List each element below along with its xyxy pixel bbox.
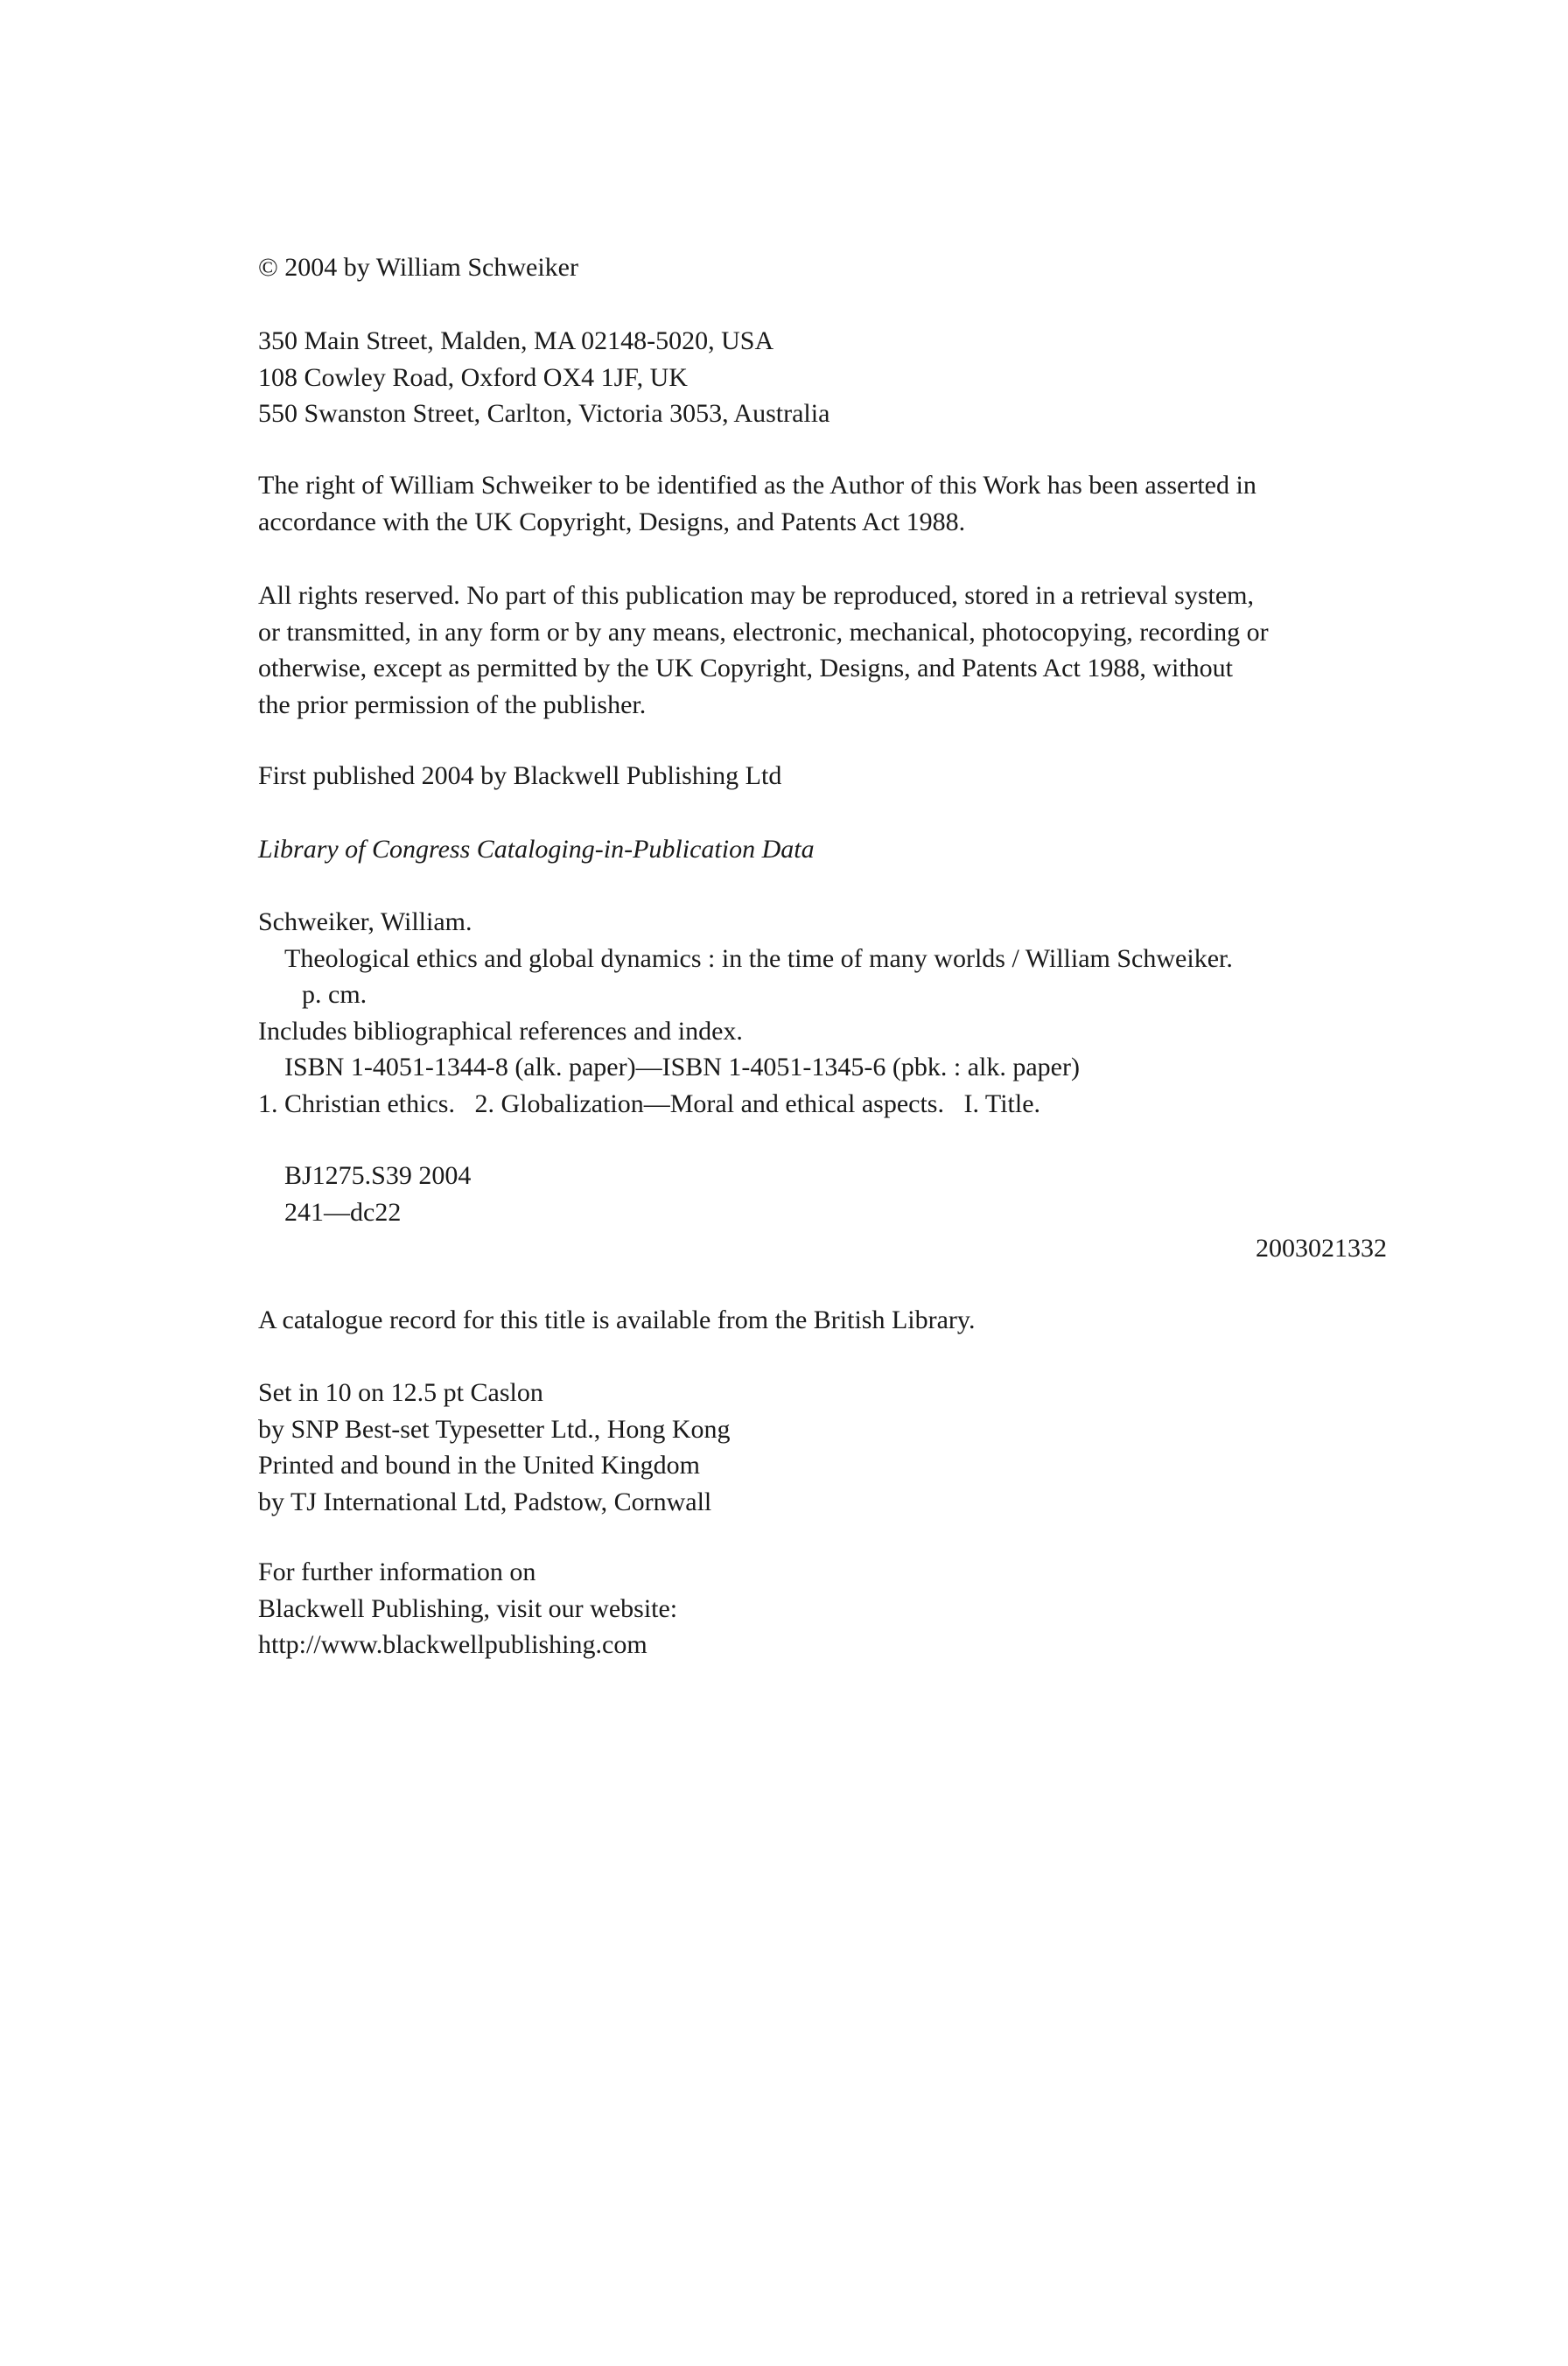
cip-record: [258, 904, 1387, 1122]
cip-dewey-class: 241—dc22: [284, 1197, 402, 1227]
address-line: 108 Cowley Road, Oxford OX4 1JF, UK: [258, 362, 688, 392]
info-line: For further information on: [258, 1558, 536, 1586]
cip-title: Theological ethics and global dynamics : in the time of many worlds / William Schweiker.: [284, 943, 1233, 973]
paragraph-line: All rights reserved. No part of this publication may be reproduced, stored in a retrieval system,: [258, 581, 1255, 610]
paragraph-line: the prior permission of the publisher.: [258, 690, 647, 719]
copyright-line: © 2004 by William Schweiker: [258, 253, 578, 282]
paragraph-line: The right of William Schweiker to be identified as the Author of this Work has been asserted in: [258, 471, 1256, 500]
moral-right-paragraph: [258, 467, 1387, 540]
paragraph-line: otherwise, except as permitted by the UK Copyright, Designs, and Patents Act 1988, without: [258, 654, 1233, 682]
paragraph-line: or transmitted, in any form or by any means, electronic, mechanical, photocopying, recording or: [258, 617, 1269, 647]
production-line: by SNP Best-set Typesetter Ltd., Hong Kong: [258, 1414, 731, 1444]
address-line: 550 Swanston Street, Carlton, Victoria 3053, Australia: [258, 399, 830, 428]
cip-pages: p. cm.: [302, 980, 368, 1009]
info-line: Blackwell Publishing, visit our website:: [258, 1593, 678, 1623]
cip-heading: [258, 831, 1387, 868]
british-library-note: [258, 1302, 1387, 1339]
cip-author: Schweiker, William.: [258, 907, 472, 936]
cip-classification: [258, 1158, 1387, 1267]
rights-reserved-paragraph: [258, 578, 1387, 723]
publisher-addresses: [258, 323, 1387, 432]
further-information: [258, 1554, 1387, 1663]
copyright-notice: [258, 249, 1387, 286]
production-line: Set in 10 on 12.5 pt Caslon: [258, 1378, 543, 1407]
cip-lccn: 2003021332: [1256, 1234, 1387, 1263]
paragraph-line: accordance with the UK Copyright, Designs, and Patents Act 1988.: [258, 507, 966, 536]
production-line: Printed and bound in the United Kingdom: [258, 1451, 700, 1480]
address-line: 350 Main Street, Malden, MA 02148-5020, USA: [258, 326, 774, 355]
cip-lc-class: BJ1275.S39 2004: [284, 1161, 472, 1190]
cip-heading-line: Library of Congress Cataloging-in-Publication Data: [258, 835, 815, 864]
cip-notes: Includes bibliographical references and index.: [258, 1016, 743, 1046]
website-url: http://www.blackwellpublishing.com: [258, 1630, 648, 1659]
first-published: [258, 758, 1387, 794]
production-credits: [258, 1375, 1387, 1520]
first-published-line: First published 2004 by Blackwell Publishing Ltd: [258, 761, 782, 790]
british-library-line: A catalogue record for this title is available from the British Library.: [258, 1306, 976, 1334]
production-line: by TJ International Ltd, Padstow, Cornwall: [258, 1487, 712, 1516]
cip-isbn: ISBN 1-4051-1344-8 (alk. paper)—ISBN 1-4051-1345-6 (pbk. : alk. paper): [284, 1053, 1080, 1082]
cip-subjects: 1. Christian ethics. 2. Globalization—Moral and ethical aspects. I. Title.: [258, 1088, 1041, 1118]
